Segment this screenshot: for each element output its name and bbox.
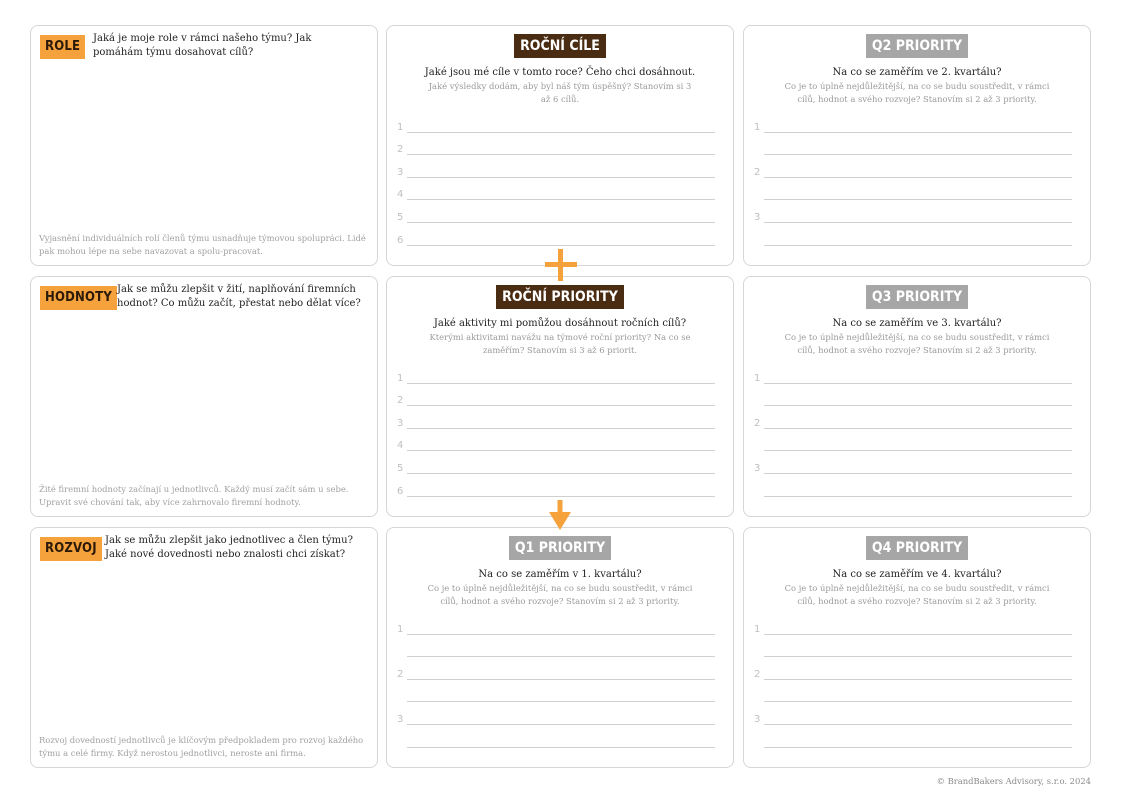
annual-goals-question: Jaké jsou mé cíle v tomto roce? Čeho chci dosáhnout. [424, 67, 696, 78]
values-question: Jak se můžu zlepšit v žití, naplňování firemních hodnot? Co můžu začít, přestat nebo dělat více? [117, 284, 361, 309]
answer-line[interactable] [397, 133, 715, 156]
annual-priorities-card [386, 276, 734, 517]
line-number: 6 [397, 485, 404, 497]
answer-line[interactable] [397, 451, 715, 474]
q4-hint: Co je to úplně nejdůležitější, na co se budu soustředit, v rámci cílů, hodnot a svého rozvoje? Stanovím si 2 až 3 priority. [784, 583, 1050, 606]
answer-line[interactable] [397, 657, 715, 680]
q1-lines [397, 612, 715, 748]
line-number: 1 [754, 372, 761, 384]
q2-card [743, 25, 1091, 266]
role-tag: ROLE [40, 35, 85, 59]
answer-line[interactable] [397, 110, 715, 133]
q3-hint: Co je to úplně nejdůležitější, na co se budu soustředit, v rámci cílů, hodnot a svého rozvoje? Stanovím si 2 až 3 priority. [784, 332, 1050, 355]
values-card [30, 276, 378, 517]
line-number: 2 [754, 166, 761, 178]
answer-line[interactable] [754, 384, 1072, 407]
answer-line[interactable] [397, 406, 715, 429]
answer-line[interactable] [397, 223, 715, 246]
answer-line[interactable] [397, 725, 715, 748]
answer-line[interactable] [754, 657, 1072, 680]
line-number: 1 [397, 372, 404, 384]
answer-line[interactable] [397, 635, 715, 658]
answer-line[interactable] [754, 429, 1072, 452]
line-number: 6 [397, 234, 404, 246]
q1-hint: Co je to úplně nejdůležitější, na co se budu soustředit, v rámci cílů, hodnot a svého rozvoje? Stanovím si 2 až 3 priority. [427, 583, 693, 606]
answer-line[interactable] [397, 155, 715, 178]
answer-line[interactable] [754, 474, 1072, 497]
q4-question: Na co se zaměřím ve 4. kvartálu? [832, 569, 1002, 580]
answer-line[interactable] [754, 406, 1072, 429]
answer-line[interactable] [754, 612, 1072, 635]
q3-card [743, 276, 1091, 517]
q4-card [743, 527, 1091, 768]
role-card [30, 25, 378, 266]
plus-icon [545, 249, 577, 281]
annual-goals-hint: Jaké výsledky dodám, aby byl náš tým úspěšný? Stanovím si 3 až 6 cílů. [428, 81, 692, 104]
q4-heading: Q4 PRIORITY [866, 536, 968, 560]
line-number: 1 [397, 623, 404, 635]
answer-line[interactable] [754, 200, 1072, 223]
development-tag: ROZVOJ [40, 537, 102, 561]
line-number: 3 [754, 713, 761, 725]
line-number: 4 [397, 189, 404, 201]
q3-heading: Q3 PRIORITY [866, 285, 968, 309]
answer-line[interactable] [397, 361, 715, 384]
answer-line[interactable] [397, 429, 715, 452]
answer-line[interactable] [397, 612, 715, 635]
answer-line[interactable] [754, 133, 1072, 156]
answer-line[interactable] [397, 702, 715, 725]
annual-goals-heading: ROČNÍ CÍLE [514, 34, 606, 58]
q1-heading: Q1 PRIORITY [509, 536, 611, 560]
line-number: 2 [754, 417, 761, 429]
q1-question: Na co se zaměřím v 1. kvartálu? [478, 569, 642, 580]
answer-line[interactable] [754, 451, 1072, 474]
line-number: 3 [397, 166, 404, 178]
q2-question: Na co se zaměřím ve 2. kvartálu? [832, 67, 1002, 78]
role-question: Jaká je moje role v rámci našeho týmu? Jak pomáhám týmu dosahovat cílů? [93, 33, 312, 58]
q2-heading: Q2 PRIORITY [866, 34, 968, 58]
q1-card [386, 527, 734, 768]
answer-line[interactable] [754, 702, 1072, 725]
answer-line[interactable] [754, 680, 1072, 703]
answer-line[interactable] [397, 680, 715, 703]
line-number: 1 [754, 121, 761, 133]
answer-line[interactable] [397, 384, 715, 407]
line-number: 1 [397, 121, 404, 133]
answer-line[interactable] [397, 200, 715, 223]
line-number: 5 [397, 211, 404, 223]
answer-line[interactable] [754, 155, 1072, 178]
line-number: 2 [754, 668, 761, 680]
annual-priorities-lines [397, 361, 715, 497]
line-number: 3 [397, 713, 404, 725]
answer-line[interactable] [397, 474, 715, 497]
q4-lines [754, 612, 1072, 748]
line-number: 3 [754, 211, 761, 223]
answer-line[interactable] [754, 110, 1072, 133]
q2-hint: Co je to úplně nejdůležitější, na co se budu soustředit, v rámci cílů, hodnot a svého rozvoje? Stanovím si 2 až 3 priority. [784, 81, 1050, 104]
annual-priorities-hint: Kterými aktivitami navážu na týmové roční priority? Na co se zaměřím? Stanovím si 3 až 6 priorit. [429, 332, 691, 355]
development-question: Jak se můžu zlepšit jako jednotlivec a člen týmu? Jaké nové dovednosti nebo znalosti chci získat? [105, 535, 353, 560]
values-tag: HODNOTY [40, 286, 117, 310]
answer-line[interactable] [754, 223, 1072, 246]
line-number: 2 [397, 144, 404, 156]
role-footnote: Vyjasnění individuálních rolí členů týmu usnadňuje týmovou spolupráci. Lidé pak mohou lépe na sebe navazovat a spolu-pracovat. [39, 233, 366, 256]
line-number: 5 [397, 462, 404, 474]
line-number: 2 [397, 395, 404, 407]
line-number: 3 [754, 462, 761, 474]
q3-question: Na co se zaměřím ve 3. kvartálu? [832, 318, 1002, 329]
annual-priorities-question: Jaké aktivity mi pomůžou dosáhnout ročních cílů? [433, 318, 687, 329]
development-card [30, 527, 378, 768]
development-footnote: Rozvoj dovedností jednotlivců je klíčovým předpokladem pro rozvoj každého týmu a celé firmy. Když nerostou jednotlivci, neroste ani firma. [39, 735, 364, 758]
arrow-down-icon [549, 500, 571, 530]
line-number: 4 [397, 440, 404, 452]
annual-goals-card [386, 25, 734, 266]
copyright: © BrandBakers Advisory, s.r.o. 2024 [936, 776, 1091, 786]
annual-priorities-heading: ROČNÍ PRIORITY [496, 285, 624, 309]
line-number: 2 [397, 668, 404, 680]
line-number: 3 [397, 417, 404, 429]
q2-lines [754, 110, 1072, 246]
line-number: 1 [754, 623, 761, 635]
answer-line[interactable] [754, 178, 1072, 201]
answer-line[interactable] [754, 361, 1072, 384]
q3-lines [754, 361, 1072, 497]
answer-line[interactable] [754, 725, 1072, 748]
answer-line[interactable] [754, 635, 1072, 658]
answer-line[interactable] [397, 178, 715, 201]
values-footnote: Žité firemní hodnoty začínají u jednotlivců. Každý musí začít sám u sebe. Upravit své chování tak, aby více zahrnovalo firemní hodnoty. [39, 484, 349, 507]
annual-goals-lines [397, 110, 715, 246]
